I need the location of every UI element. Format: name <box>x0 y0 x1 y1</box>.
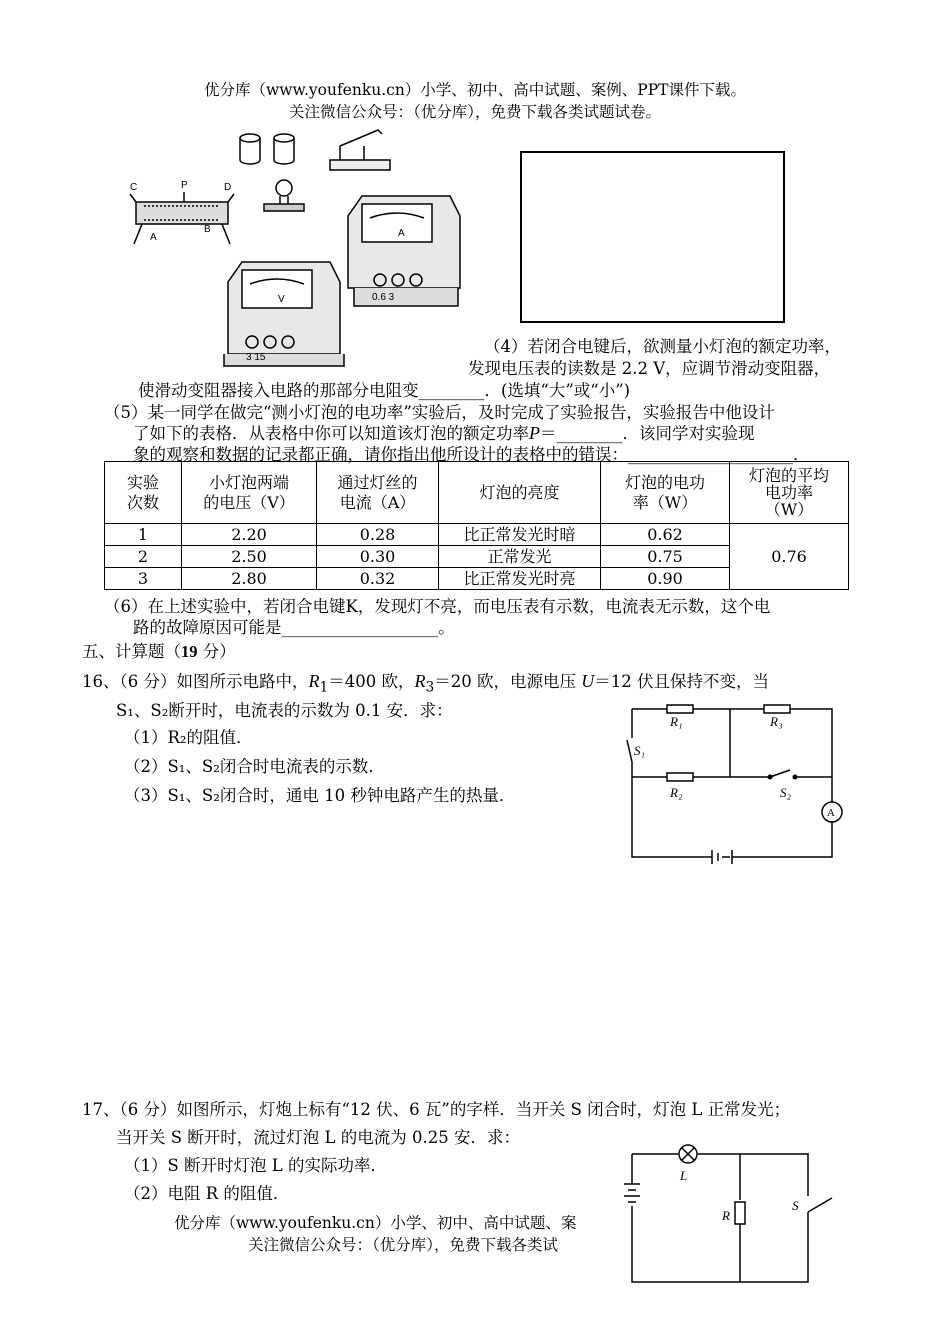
experiment-table <box>104 461 849 590</box>
table-cell: 2 <box>105 546 182 568</box>
table-header: 灯泡的电功 率（W） <box>601 462 730 524</box>
apparatus-illustration <box>126 128 466 368</box>
var-p: P <box>529 423 540 443</box>
q17-line1: 17、（6 分）如图所示，灯炮上标有“12 伏、6 瓦”的字样．当开关 S 闭合时，灯泡 L 正常发光； <box>82 1100 791 1119</box>
ammeter-label: A <box>398 228 405 239</box>
rheostat-label-b: B <box>204 224 211 235</box>
q15-p6-line1: （6）在上述实验中，若闭合电键K，发现灯不亮，而电压表有示数，电流表无示数，这个电 <box>104 597 771 616</box>
table-header: 灯泡的平均 电功率 （W） <box>730 462 849 524</box>
header-line-2: 关注微信公众号：（优分库），免费下载各类试题试卷。 <box>288 103 661 121</box>
table-cell: 2.50 <box>182 546 317 568</box>
q15-p5-line1: （5）某一同学在做完“测小灯泡的电功率”实验后，及时完成了实验报告，实验报告中他设计 <box>104 403 775 422</box>
rheostat-label-c: C <box>130 182 138 193</box>
q16-line2: S₁、S₂断开时，电流表的示数为 0.1 安．求： <box>116 701 453 720</box>
rheostat-label-d: D <box>224 182 232 193</box>
table-header: 通过灯丝的 电流（A） <box>317 462 439 524</box>
voltmeter-label: V <box>278 294 285 305</box>
circuit-drawing-box <box>520 151 785 323</box>
q16-sub1: （1）R₂的阻值． <box>124 728 253 747</box>
table-cell: 0.75 <box>601 546 730 568</box>
table-average-cell: 0.76 <box>730 524 849 590</box>
table-cell: 比正常发光时亮 <box>439 568 601 590</box>
q16-sub3: （3）S₁、S₂闭合时，通电 10 秒钟电路产生的热量． <box>124 786 516 805</box>
table-header: 小灯泡两端 的电压（V） <box>182 462 317 524</box>
q17-sub1: （1）S 断开时灯泡 L 的实际功率． <box>124 1156 387 1175</box>
table-cell: 0.32 <box>317 568 439 590</box>
q15-p5-line2: 了如下的表格．从表格中你可以知道该灯泡的额定功率P＝________．该同学对实验现 <box>133 423 755 443</box>
q16-label-s2: S₂ <box>780 785 792 800</box>
q17-circuit-diagram <box>620 1140 840 1290</box>
table-cell: 2.20 <box>182 524 317 546</box>
q16-label-r1: R₁ <box>670 714 683 729</box>
table-cell: 0.62 <box>601 524 730 546</box>
footer-line-1: 优分库（www.youfenku.cn）小学、初中、高中试题、案 <box>174 1214 577 1232</box>
table-header-row <box>105 462 849 524</box>
q16-label-s1: S₁ <box>634 743 646 758</box>
table-row <box>105 524 849 546</box>
table-cell: 0.30 <box>317 546 439 568</box>
q17-label-resistor: R <box>722 1208 730 1223</box>
footer-line-2: 关注微信公众号：（优分库），免费下载各类试 <box>248 1236 559 1254</box>
q16-circuit-diagram <box>620 700 850 865</box>
section-5-title: 五、计算题（19 分） <box>82 642 236 661</box>
q15-p5-line3: 象的观察和数据的记录都正确，请你指出他所设计的表格中的错误：____________________． <box>133 445 810 464</box>
q17-line2: 当开关 S 断开时，流过灯泡 L 的电流为 0.25 安．求： <box>116 1128 520 1147</box>
q16-sub2: （2）S₁、S₂闭合时电流表的示数． <box>124 757 385 776</box>
table-cell: 1 <box>105 524 182 546</box>
table-cell: 比正常发光时暗 <box>439 524 601 546</box>
q16-label-ammeter: A <box>827 807 835 819</box>
q15-p4-line1: （4）若闭合电键后，欲测量小灯泡的额定功率， <box>484 337 841 356</box>
table-cell: 3 <box>105 568 182 590</box>
table-cell: 正常发光 <box>439 546 601 568</box>
q17-label-lamp: L <box>680 1168 688 1183</box>
q16-line1: 16、（6 分）如图所示电路中，$R_1=400$ 欧，$R_3=20$ 欧，电源电压 U＝12 伏且保持不变，当 <box>82 671 769 696</box>
table-cell: 0.90 <box>601 568 730 590</box>
rheostat-label-a: A <box>150 232 157 243</box>
table-header: 灯泡的亮度 <box>439 462 601 524</box>
table-header: 实验 次数 <box>105 462 182 524</box>
q15-p6-line2: 路的故障原因可能是___________________。 <box>133 618 455 637</box>
voltmeter-terminals: 3 15 <box>246 352 266 363</box>
q15-p4-line2: 发现电压表的读数是 2.2 V，应调节滑动变阻器， <box>468 359 831 378</box>
q16-label-r2: R₂ <box>670 785 683 800</box>
q17-sub2: （2）电阻 R 的阻值． <box>124 1184 290 1203</box>
q17-label-switch: S <box>792 1198 799 1213</box>
table-cell: 2.80 <box>182 568 317 590</box>
table-cell: 0.28 <box>317 524 439 546</box>
q16-label-r3: R₃ <box>770 714 783 729</box>
q15-p4-line3: 使滑动变阻器接入电路的那部分电阻变________．(选填“大”或“小”) <box>138 381 631 400</box>
ammeter-terminals: 0.6 3 <box>372 292 395 303</box>
rheostat-label-p: P <box>181 180 188 191</box>
header-line-1: 优分库（www.youfenku.cn）小学、初中、高中试题、案例、PPT课件下载。 <box>203 81 747 99</box>
